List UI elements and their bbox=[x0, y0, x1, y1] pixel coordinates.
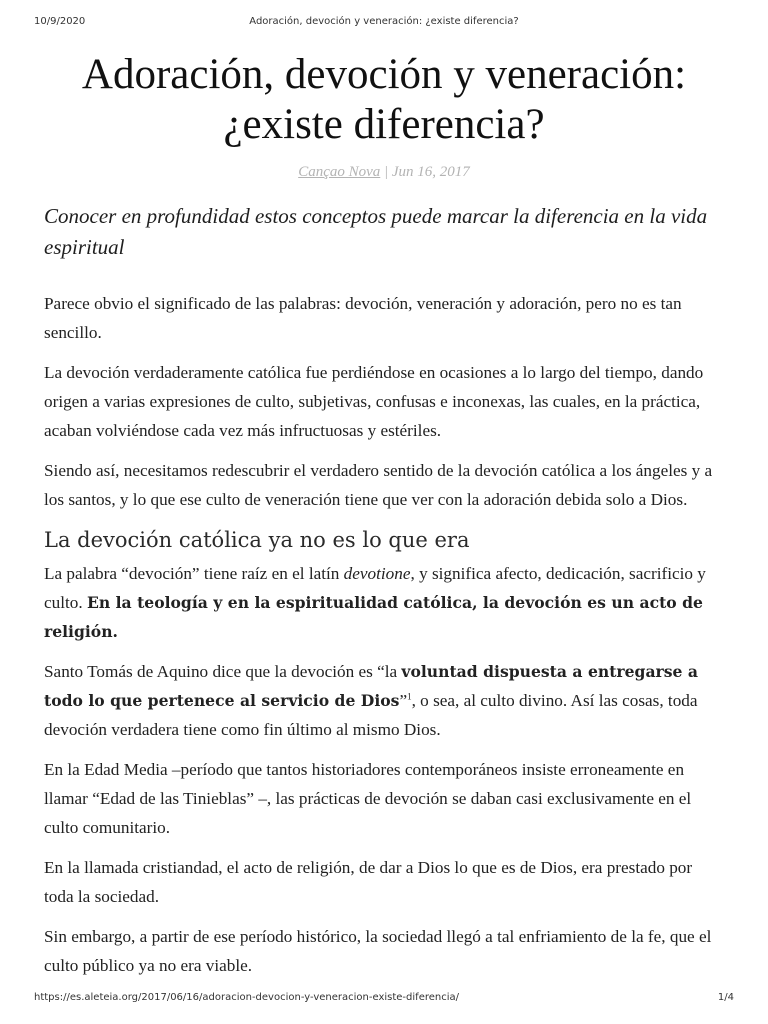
byline-separator: | bbox=[380, 164, 392, 180]
paragraph-2: La devoción verdaderamente católica fue perdiéndose en ocasiones a lo largo del tiempo, dando origen a varias expresiones de culto, subjetivas, confusas e inconexas, las cuales, en la práctica, acaban volviéndose cada vez más infructuosas y estériles. bbox=[44, 363, 704, 440]
byline bbox=[44, 164, 724, 181]
author-link[interactable]: Cançao Nova bbox=[298, 164, 381, 180]
article-title-line-2: ¿existe diferencia? bbox=[223, 101, 545, 148]
paragraph-4-bold: En la teología y en la espiritualidad católica, la devoción es un acto de religión. bbox=[44, 593, 703, 641]
paragraph-7: En la llamada cristiandad, el acto de religión, de dar a Dios lo que es de Dios, era prestado por toda la sociedad. bbox=[44, 858, 693, 906]
article-title-line-1: Adoración, devoción y veneración: bbox=[81, 51, 687, 98]
paragraph-3: Siendo así, necesitamos redescubrir el verdadero sentido de la devoción católica a los ángeles y a los santos, y lo que ese culto de veneración tiene que ver con la adoración debida solo a Dios. bbox=[44, 461, 713, 509]
paragraph-4-text-b: , y significa afecto, dedicación, sacrificio y culto. bbox=[44, 564, 706, 612]
paragraph-4-text-a: La palabra “devoción” tiene raíz en el latín bbox=[44, 564, 344, 583]
print-url: https://es.aleteia.org/2017/06/16/adoracion-devocion-y-veneracion-existe-diferencia/ bbox=[34, 992, 459, 1003]
article-lead: Conocer en profundidad estos conceptos puede marcar la diferencia en la vida espiritual bbox=[44, 204, 708, 259]
page-number: 1/4 bbox=[717, 992, 734, 1003]
paragraph-5-bold: voluntad dispuesta a entregarse a todo lo que pertenece al servicio de Dios bbox=[44, 662, 698, 710]
paragraph-5-quote-close: ” bbox=[399, 691, 408, 710]
paragraph-5 bbox=[44, 657, 724, 744]
article bbox=[44, 50, 724, 991]
paragraph-1: Parece obvio el significado de las palabras: devoción, veneración y adoración, pero no es tan sencillo. bbox=[44, 294, 682, 342]
paragraph-5-text-a: Santo Tomás de Aquino dice que la devoción es “la bbox=[44, 662, 402, 681]
publish-date: Jun 16, 2017 bbox=[391, 164, 470, 180]
paragraph-8: Sin embargo, a partir de ese período histórico, la sociedad llegó a tal enfriamiento de la fe, que el culto público ya no era viable. bbox=[44, 927, 712, 975]
paragraph-6: En la Edad Media –período que tantos historiadores contemporáneos insiste erroneamente en llamar “Edad de las Tinieblas” –, las prácticas de devoción se daban casi exclusivamente en el culto comunitario. bbox=[44, 760, 692, 837]
print-header bbox=[34, 16, 734, 30]
article-body bbox=[44, 289, 724, 980]
footnote-ref[interactable]: 1 bbox=[407, 691, 412, 702]
paragraph-4-italic: devotione bbox=[343, 564, 411, 583]
print-footer bbox=[34, 992, 734, 1006]
print-document-title: Adoración, devoción y veneración: ¿existe diferencia? bbox=[249, 16, 519, 27]
article-title bbox=[44, 50, 724, 150]
paragraph-5-text-b: , o sea, al culto divino. Así las cosas, toda devoción verdadera tiene como fin último al mismo Dios. bbox=[44, 691, 698, 739]
paragraph-4 bbox=[44, 559, 724, 646]
section-heading: La devoción católica ya no es lo que era bbox=[44, 528, 470, 552]
print-date: 10/9/2020 bbox=[34, 16, 86, 27]
